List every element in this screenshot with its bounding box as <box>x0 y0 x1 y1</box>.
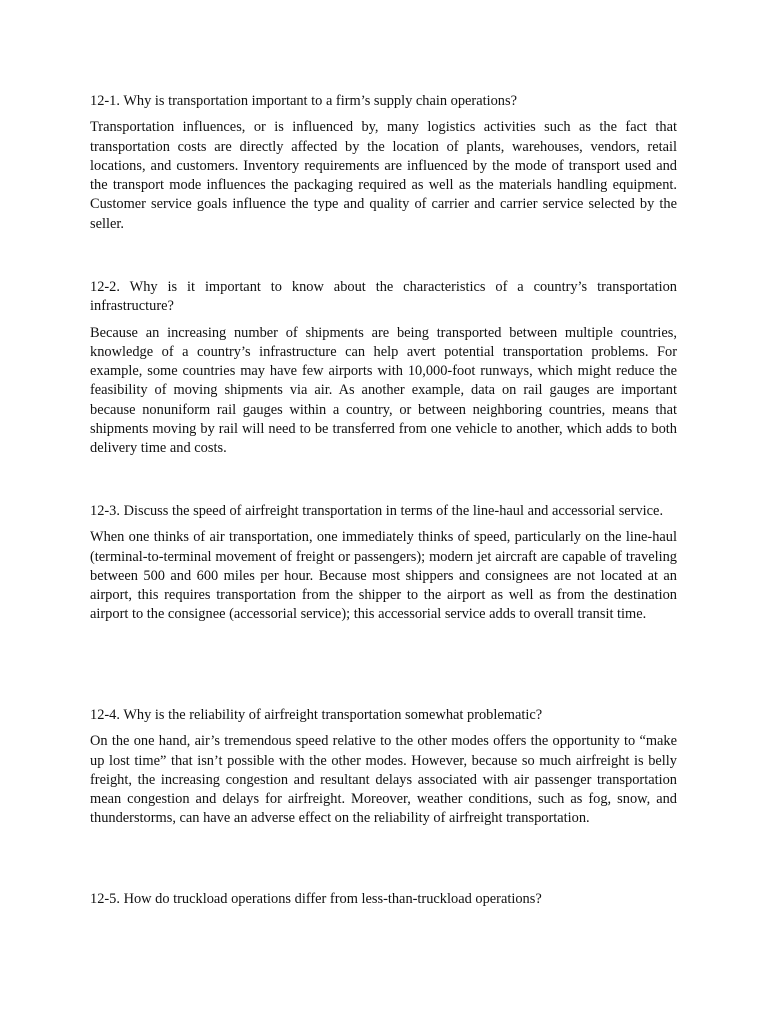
question-12-4: 12-4. Why is the reliability of airfreight transportation somewhat problematic? <box>90 707 543 723</box>
question-12-2: 12-2. Why is it important to know about the characteristics of a country’s transportation infrastructure? <box>90 279 677 315</box>
answer-12-2: Because an increasing number of shipments are being transported between multiple countries, knowledge of a country’s infrastructure can help avert potential transportation problems. For example, some countries may have few airports with 10,000-foot runways, which might reduce the feasibility of moving shipments via air. As another example, data on rail gauges are important because nonuniform rail gauges within a country, or between neighboring countries, means that shipments moving by rail will need to be transferred from one vehicle to another, which adds to both delivery time and costs. <box>90 324 677 457</box>
question-12-5: 12-5. How do truckload operations differ from less-than-truckload operations? <box>90 891 542 907</box>
answer-12-1: Transportation influences, or is influenced by, many logistics activities such as the fact that transportation costs are directly affected by the location of plants, warehouses, vendors, retail locations, and customers. Inventory requirements are influenced by the mode of transport used and the transport mode influences the packaging required as well as the materials handling equipment. Customer service goals influence the type and quality of carrier and carrier service selected by the seller. <box>90 119 677 232</box>
qa-12-4 <box>90 706 677 829</box>
qa-12-3 <box>90 502 677 625</box>
answer-12-4: On the one hand, air’s tremendous speed relative to the other modes offers the opportunity to “make up lost time” that isn’t possible with the other modes. However, because so much airfreight is belly freight, the increasing congestion and resultant delays associated with air passenger transportation mean congestion and delays for airfreight. Moreover, weather conditions, such as fog, snow, and thunderstorms, can have an adverse effect on the reliability of airfreight transportation. <box>90 733 677 827</box>
qa-12-2 <box>90 278 677 459</box>
answer-12-3: When one thinks of air transportation, one immediately thinks of speed, particularly on the line-haul (terminal-to-terminal movement of freight or passengers); modern jet aircraft are capable of traveling between 500 and 600 miles per hour. Because most shippers and consignees are not located at an airport, this requires transportation from the shipper to the airport as well as from the destination airport to the consignee (accessorial service); this accessorial service adds to overall transit time. <box>90 529 677 623</box>
question-12-1: 12-1. Why is transportation important to a firm’s supply chain operations? <box>90 93 517 109</box>
qa-12-1 <box>90 92 677 234</box>
question-12-3: 12-3. Discuss the speed of airfreight transportation in terms of the line-haul and accessorial service. <box>90 503 664 519</box>
qa-12-5 <box>90 890 677 909</box>
